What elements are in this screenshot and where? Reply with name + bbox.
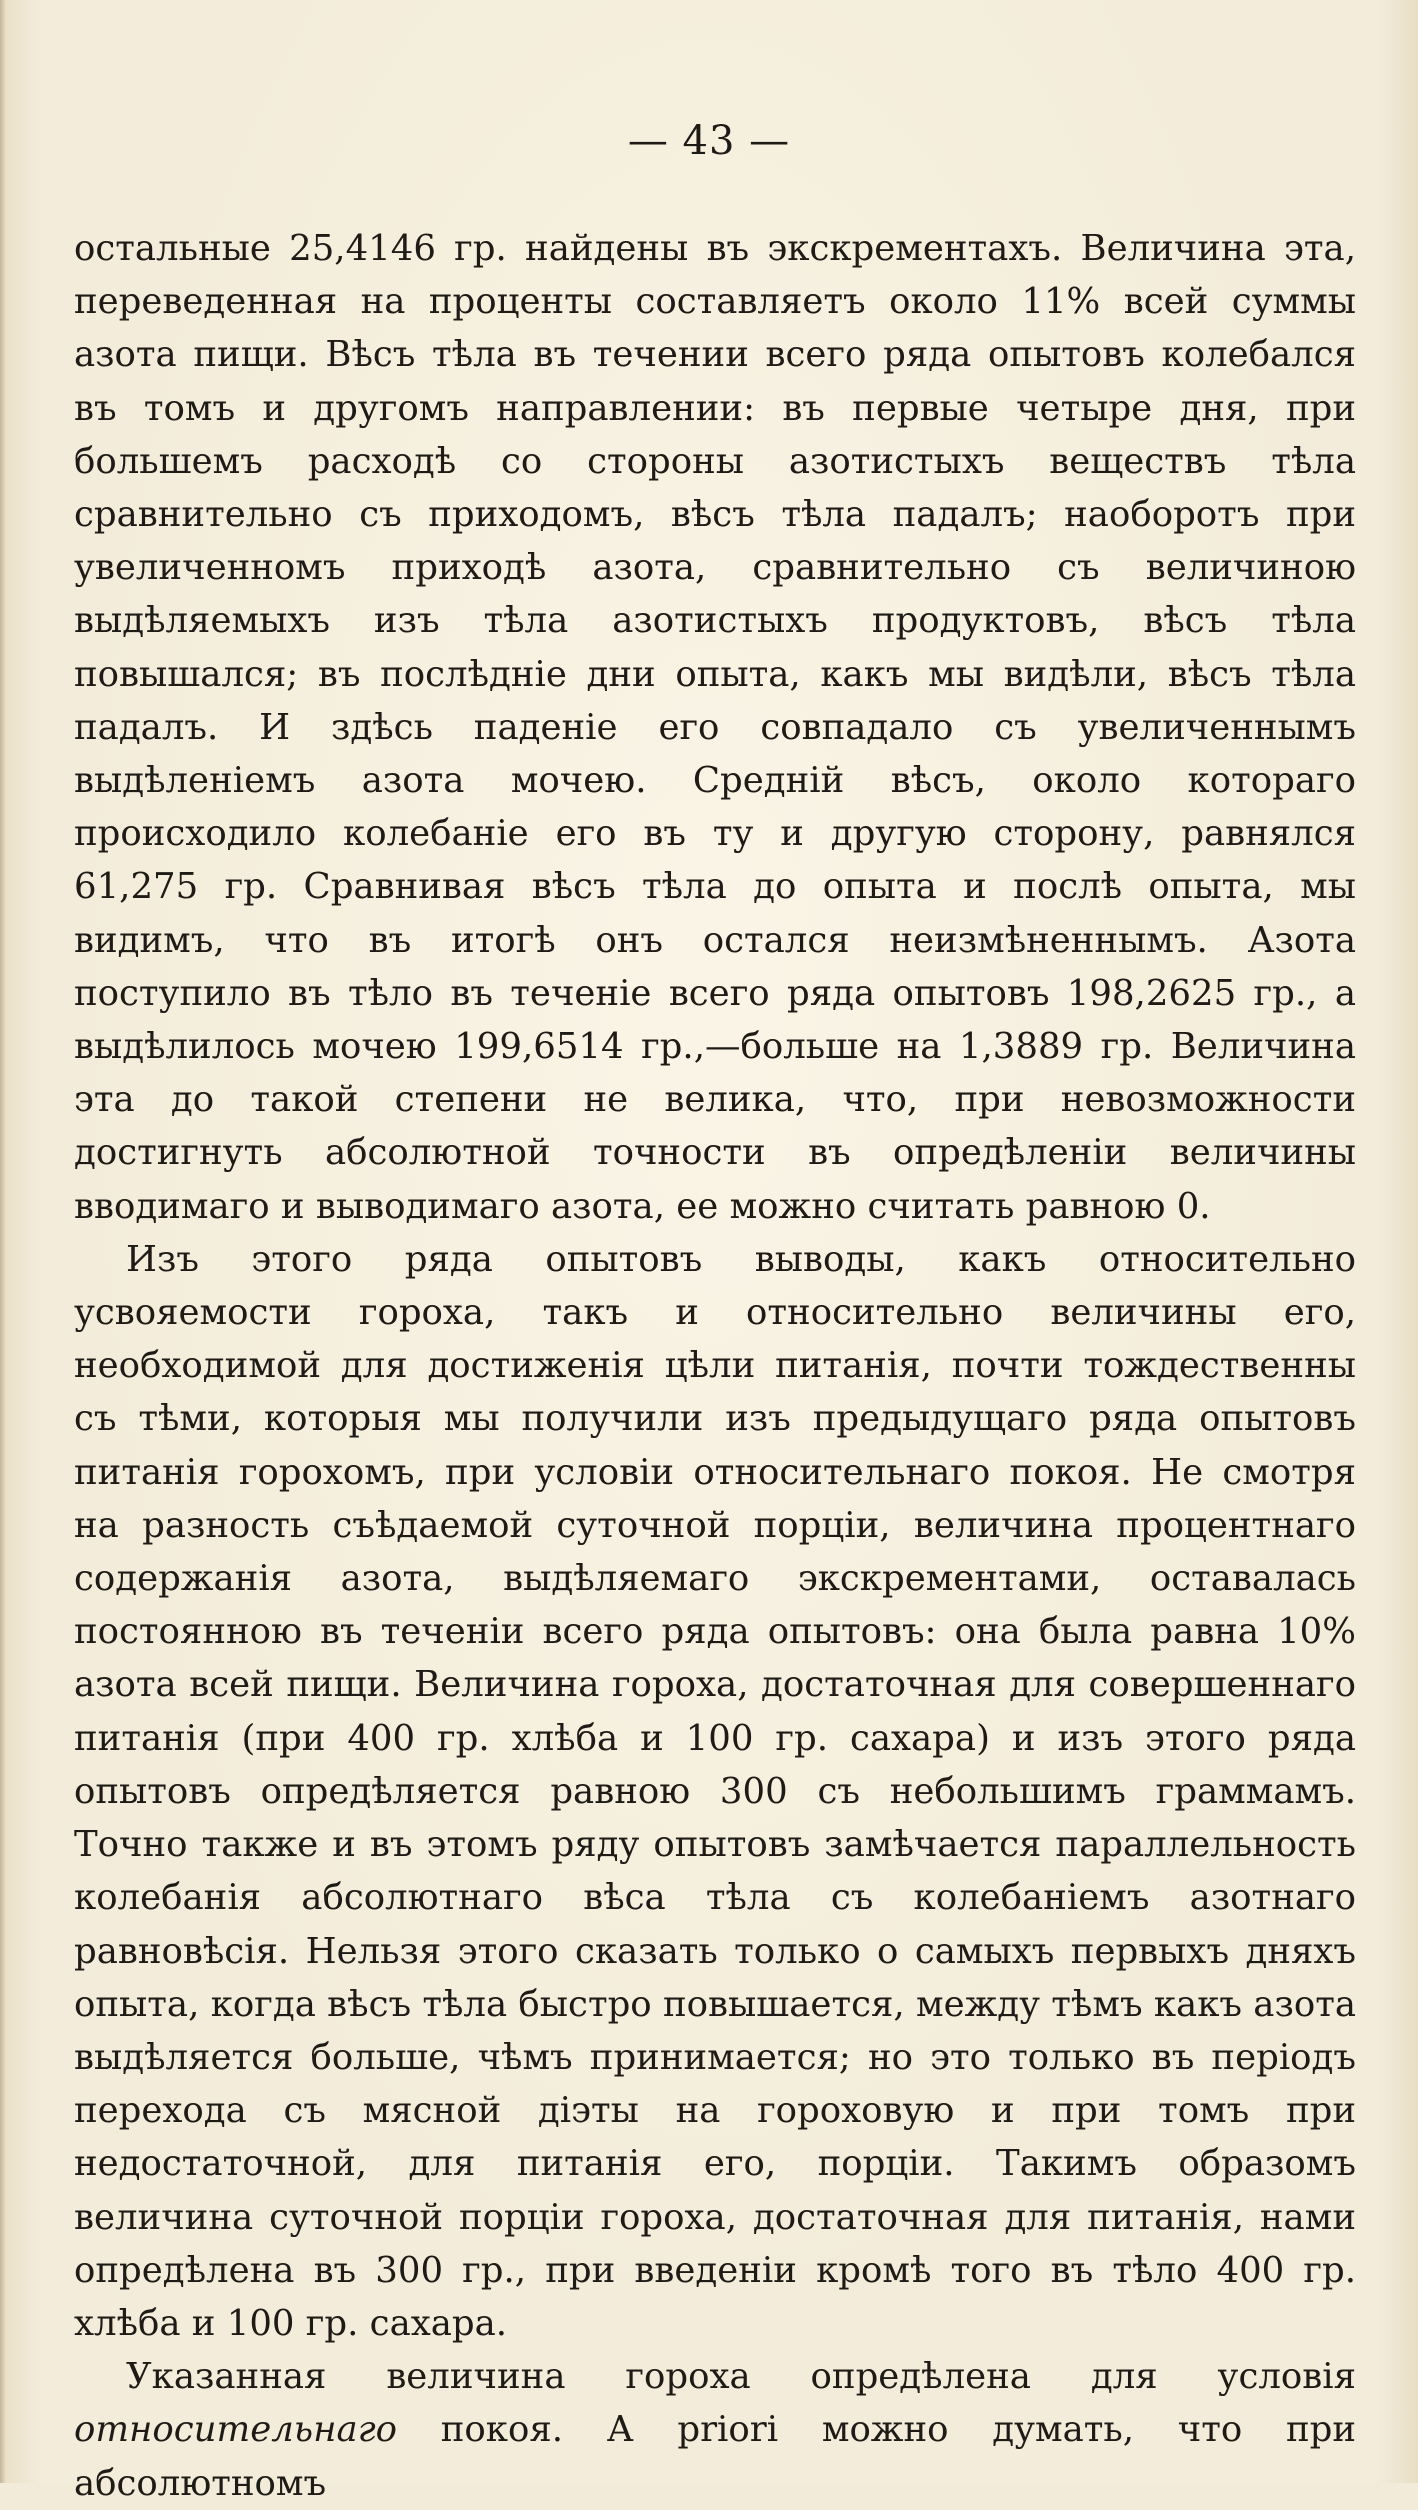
body-text	[74, 222, 1356, 2510]
paragraph-1-text: остальные 25,4146 гр. найдены въ экскрементахъ. Величина эта, переведенная на проценты составляетъ около 11% всей суммы азота пищи. Вѣсъ тѣла въ течении всего ряда опытовъ колебался въ томъ и другомъ направлении: въ первые четыре дня, при большемъ расходѣ со стороны азотистыхъ веществъ тѣла сравнительно съ приходомъ, вѣсъ тѣла падалъ; наоборотъ при увеличенномъ приходѣ азота, сравнительно съ величиною выдѣляемыхъ изъ тѣла азотистыхъ продуктовъ, вѣсъ тѣла повышался; въ послѣдніе дни опыта, какъ мы видѣли, вѣсъ тѣла падалъ. И здѣсь паденіе его совпадало съ увеличеннымъ выдѣленіемъ азота мочею. Средній вѣсъ, около котораго происходило колебаніе его въ ту и другую сторону, равнялся 61,275 гр. Сравнивая вѣсъ тѣла до опыта и послѣ опыта, мы видимъ, что въ итогѣ онъ остался неизмѣненнымъ. Азота поступило въ тѣло въ теченіе всего ряда опытовъ 198,2625 гр., а выдѣлилось мочею 199,6514 гр.,—больше на 1,3889 гр. Величина эта до такой степени не велика, что, при невозможности достигнуть абсолютной точности въ опредѣленіи величины вводимаго и выводимаго азота, ее можно считать равною 0.	[74, 228, 1356, 1227]
paragraph-3-italic-term: относительнаго	[74, 2409, 398, 2451]
paragraph-3-text-end: покоя. А priori можно думать, что при абсолютномъ	[74, 2409, 1356, 2504]
paragraph-3	[74, 2350, 1356, 2510]
paragraph-1	[74, 222, 1356, 1233]
page-number: — 43 —	[627, 118, 791, 164]
paragraph-3-text-start: Указанная величина гороха опредѣлена для условія	[126, 2356, 1356, 2398]
paragraph-2-text: Изъ этого ряда опытовъ выводы, какъ относительно усвояемости гороха, такъ и относительно величины его, необходимой для достиженія цѣли питанія, почти тождественны съ тѣми, которыя мы получили изъ предыдущаго ряда опытовъ питанія горохомъ, при условіи относительнаго покоя. Не смотря на разность съѣдаемой суточной порціи, величина процентнаго содержанія азота, выдѣляемаго экскрементами, оставалась постоянною въ теченіи всего ряда опытовъ: она была равна 10% азота всей пищи. Величина гороха, достаточная для совершеннаго питанія (при 400 гр. хлѣба и 100 гр. сахара) и изъ этого ряда опытовъ опредѣляется равною 300 съ небольшимъ граммамъ. Точно также и въ этомъ ряду опытовъ замѣчается параллельность колебанія абсолютнаго вѣса тѣла съ колебаніемъ азотнаго равновѣсія. Нельзя этого сказать только о самыхъ первыхъ дняхъ опыта, когда вѣсъ тѣла быстро повышается, между тѣмъ какъ азота выдѣляется больше, чѣмъ принимается; но это только въ періодъ перехода съ мясной діэты на гороховую и при томъ при недостаточной, для питанія его, порціи. Такимъ образомъ величина суточной порціи гороха, достаточная для питанія, нами опредѣлена въ 300 гр., при введеніи кромѣ того въ тѣло 400 гр. хлѣба и 100 гр. сахара.	[74, 1238, 1356, 2344]
paragraph-2	[74, 1233, 1356, 2350]
scan-edge-shadow	[0, 0, 6, 2483]
